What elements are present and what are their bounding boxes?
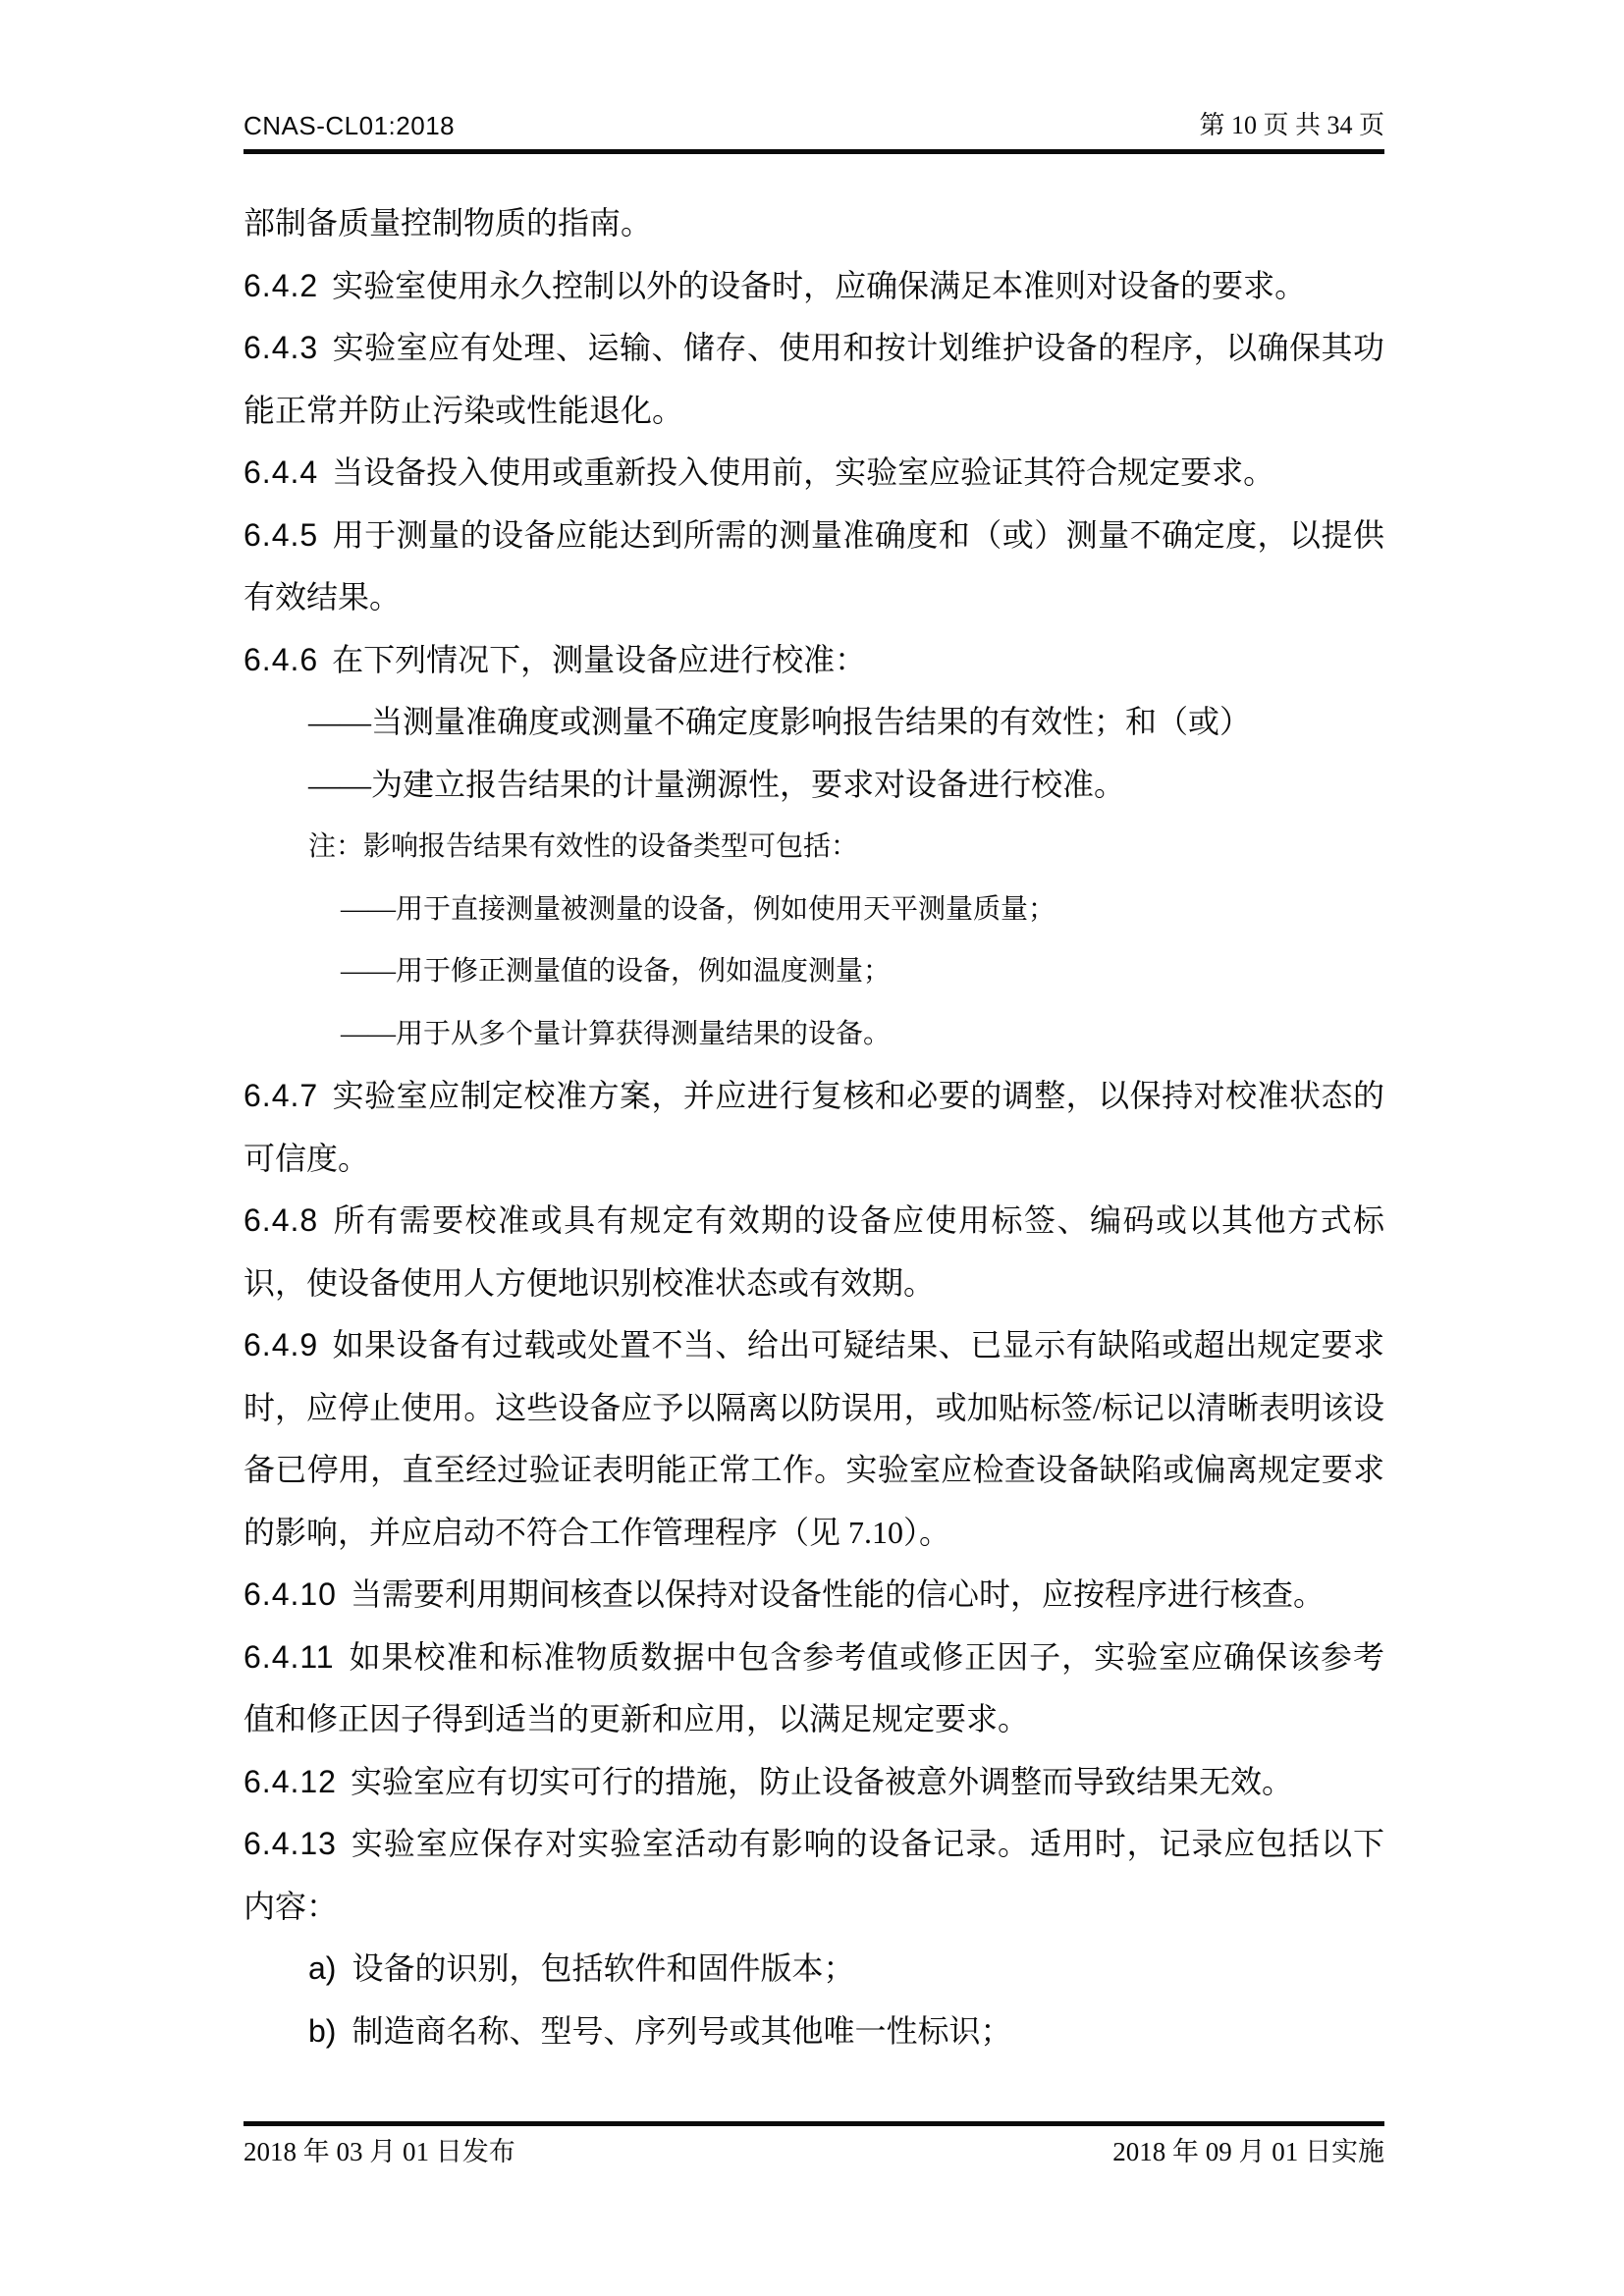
note-dash-text: ——用于直接测量被测量的设备，例如使用天平测量质量； [341,893,1056,925]
clause-text: 如果校准和标准物质数据中包含参考值或修正因子，实验室应确保该参考值和修正因子得到适当的更新和应用，以满足规定要求。 [244,1638,1384,1736]
clause-number: 6.4.3 [244,330,319,365]
dash-item-text: ——为建立报告结果的计量溯源性，要求对设备进行校准。 [308,766,1126,802]
document-code: CNAS-CL01:2018 [244,111,456,140]
note-text: 注：影响报告结果有效性的设备类型可包括： [308,831,859,862]
clause-6-4-4 [244,442,1384,505]
clause-6-4-12 [244,1751,1384,1814]
clause-6-4-10 [244,1564,1384,1627]
list-item-b [244,2001,1384,2063]
clause-6-4-7 [244,1065,1384,1190]
clause-text: 实验室应有处理、运输、储存、使用和按计划维护设备的程序，以确保其功能正常并防止污染或性能退化。 [244,330,1384,428]
clause-6-4-5 [244,505,1384,629]
clause-number: 6.4.12 [244,1763,337,1799]
clause-text: 实验室应有切实可行的措施，防止设备被意外调整而导致结果无效。 [350,1763,1293,1799]
dash-item-2 [244,754,1384,817]
clause-text: 所有需要校准或具有规定有效期的设备应使用标签、编码或以其他方式标识，使设备使用人方便地识别校准状态或有效期。 [244,1202,1384,1301]
list-item-text: 设备的识别，包括软件和固件版本； [352,1950,855,1986]
note-dash-item-1 [244,879,1384,941]
issue-date: 2018 年 03 月 01 日发布 [244,2137,515,2166]
dash-item-1 [244,691,1384,754]
dash-item-text: ——当测量准确度或测量不确定度影响报告结果的有效性；和（或） [308,704,1252,739]
clause-text: 实验室使用永久控制以外的设备时，应确保满足本准则对设备的要求。 [332,267,1307,303]
note-dash-item-3 [244,1003,1384,1066]
clause-number: 6.4.2 [244,267,319,303]
footer-rule [244,2121,1384,2126]
document-body [244,192,1384,2062]
list-item-marker: a) [308,1950,337,1986]
note-paragraph [244,816,1384,879]
list-item-text: 制造商名称、型号、序列号或其他唯一性标识； [352,2012,1012,2049]
implement-date: 2018 年 09 月 01 日实施 [1112,2137,1384,2166]
clause-number: 6.4.8 [244,1202,319,1238]
clause-number: 6.4.4 [244,454,319,490]
clause-number: 6.4.11 [244,1638,335,1675]
page-number-indicator: 第 10 页 共 34 页 [1199,111,1384,139]
clause-6-4-2 [244,255,1384,318]
clause-number: 6.4.10 [244,1576,337,1612]
paragraph-continuation [244,192,1384,255]
clause-number: 6.4.6 [244,641,319,677]
clause-6-4-11 [244,1627,1384,1751]
clause-text: 在下列情况下，测量设备应进行校准： [332,641,867,677]
clause-text: 用于测量的设备应能达到所需的测量准确度和（或）测量不确定度，以提供有效结果。 [244,516,1384,614]
clause-6-4-8 [244,1190,1384,1314]
list-item-a [244,1938,1384,2001]
clause-number: 6.4.5 [244,516,319,553]
clause-text: 当设备投入使用或重新投入使用前，实验室应验证其符合规定要求。 [332,454,1275,490]
note-dash-text: ——用于从多个量计算获得测量结果的设备。 [341,1018,892,1049]
note-dash-item-2 [244,940,1384,1003]
clause-6-4-3 [244,317,1384,442]
clause-number: 6.4.13 [244,1826,337,1861]
page-footer [244,2134,1384,2169]
clause-6-4-6 [244,629,1384,692]
clause-number: 6.4.7 [244,1078,319,1113]
page-header [244,110,1384,154]
clause-text: 实验室应保存对实验室活动有影响的设备记录。适用时，记录应包括以下内容： [244,1826,1384,1924]
list-item-marker: b) [308,2012,337,2049]
note-dash-text: ——用于修正测量值的设备，例如温度测量； [341,956,892,987]
clause-6-4-9 [244,1314,1384,1564]
paragraph-text: 部制备质量控制物质的指南。 [244,205,653,240]
clause-text: 当需要利用期间核查以保持对设备性能的信心时，应按程序进行核查。 [350,1576,1325,1612]
clause-number: 6.4.9 [244,1327,319,1362]
clause-text: 实验室应制定校准方案，并应进行复核和必要的调整，以保持对校准状态的可信度。 [244,1078,1384,1176]
clause-text: 如果设备有过载或处置不当、给出可疑结果、已显示有缺陷或超出规定要求时，应停止使用。这些设备应予以隔离以防误用，或加贴标签/标记以清晰表明该设备已停用，直至经过验证表明能正常工作。实验室应检查设备缺陷或偏离规定要求的影响，并应启动不符合工作管理程序（见 7.10）。 [244,1327,1384,1550]
clause-6-4-13 [244,1813,1384,1938]
